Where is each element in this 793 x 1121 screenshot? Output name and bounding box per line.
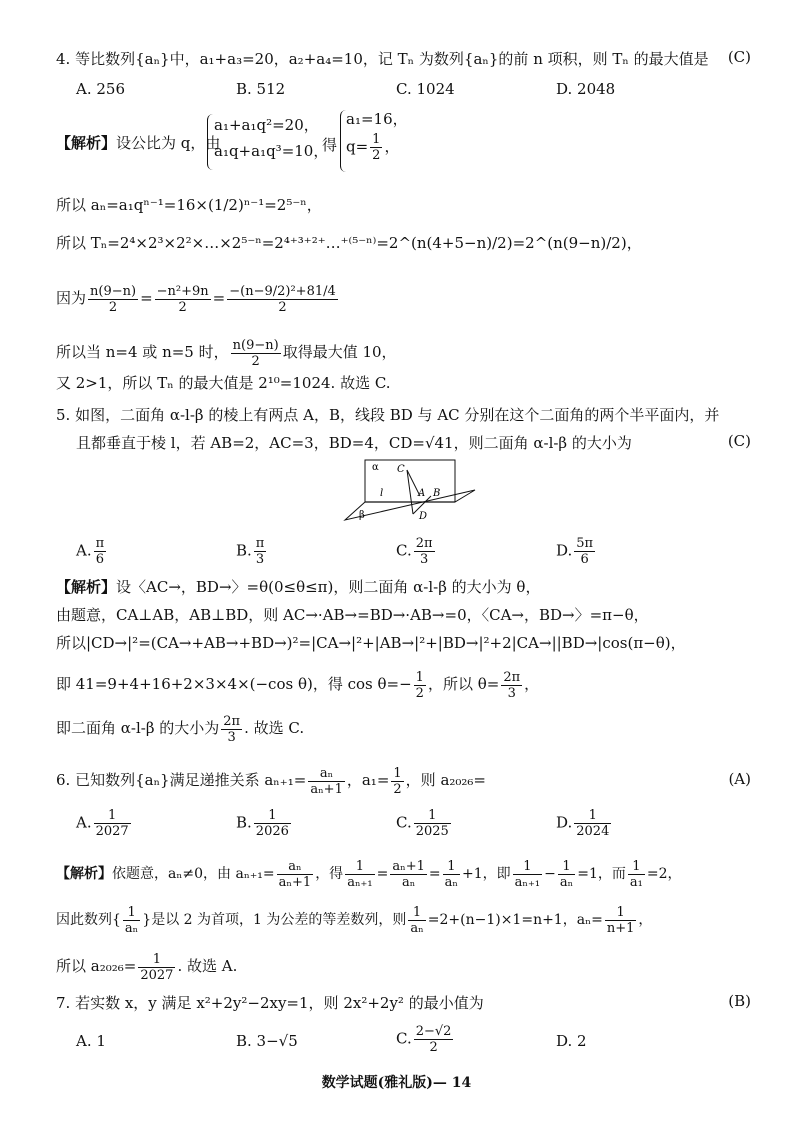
q4-solution-line1: 【解析】设公比为 q，由: [56, 134, 221, 152]
q7-answer: (B): [728, 992, 751, 1010]
q6-option-d: D. $\frac{1}{2024}$: [556, 808, 610, 839]
q5-stem-line2: 且都垂直于棱 l，若 AB=2，AC=3，BD=4，CD=√41，则二面角 α-l-β 的大小为: [76, 434, 632, 452]
q4-stem: 4. 等比数列{aₙ}中，a₁+a₃=20，a₂+a₄=10，记 Tₙ 为数列{aₙ}的前 n 项积，则 Tₙ 的最大值是: [56, 50, 709, 68]
q6-option-c: C. $\frac{1}{2025}$: [396, 808, 449, 839]
q5-solution-line1: 【解析】设〈AC→，BD→〉=θ(0≤θ≤π)，则二面角 α-l-β 的大小为 θ，: [56, 578, 541, 596]
fraction: $\frac{1}{2026}$: [255, 808, 289, 839]
label-d: D: [419, 511, 428, 522]
q5-option-d: D. $\frac{5\pi}{6}$: [556, 536, 594, 567]
q6-option-b: B. $\frac{1}{2026}$: [236, 808, 289, 839]
q4-solution-line6: 又 2>1，所以 Tₙ 的最大值是 2¹⁰=1024. 故选 C.: [56, 374, 391, 392]
label-b: B: [433, 488, 441, 499]
q7-option-d: D. 2: [556, 1032, 587, 1050]
fraction: $\frac{n(9-n)}{2}$: [90, 283, 137, 315]
fraction: $\frac{2-√2}{2}$: [415, 1024, 452, 1055]
q5-stem-line1: 5. 如图，二面角 α-l-β 的棱上有两点 A，B，线段 BD 与 AC 分别在这个二面角的两个半平面内，并: [56, 406, 720, 424]
fraction: $\frac{2\pi}{3}$: [223, 713, 241, 745]
q7-stem: 7. 若实数 x，y 满足 x²+2y²−2xy=1，则 2x²+2y² 的最小值为: [56, 994, 484, 1012]
fraction: $\frac{1}{\text{aₙ}}$: [410, 904, 424, 936]
fraction: $\frac{1}{2027}$: [140, 951, 174, 983]
q6-solution-line1: 【解析】依题意，aₙ≠0，由 aₙ₊₁= $\frac{\text{aₙ}}{\text{aₙ+1}}$ ，得 $\frac{1}{\text{aₙ₊₁}}$ = $\frac{\text{aₙ+1}}{\text{aₙ}}$ = $\frac{1}{\text{aₙ}}$ +1，即 $\frac{1}{\text{aₙ₊₁}}$ − $\frac{1}{\text{aₙ}}$ =1，而 $\frac{1}{\text{a₁}}$ =2，: [56, 858, 682, 890]
fraction: $\frac{5\pi}{6}$: [576, 536, 594, 567]
solution-tag: 【解析】: [56, 134, 117, 152]
fraction: $\frac{1}{\text{aₙ₊₁}}$: [514, 858, 541, 890]
fraction: $\frac{1}{2}$: [372, 132, 381, 163]
q4-system-1: a₁+a₁q²=20， a₁q+a₁q³=10，: [214, 116, 329, 160]
fraction: $\frac{1}{2027}$: [95, 808, 129, 839]
fraction: $\frac{1}{\text{aₙ}}$: [444, 858, 459, 890]
q6-answer: (A): [728, 770, 751, 788]
fraction: $\frac{\text{−(n−9/2)²+81/4}}{2}$: [229, 283, 336, 315]
q4-solution-line5: 所以当 n=4 或 n=5 时， $\frac{n(9-n)}{2}$ 取得最大值 10，: [56, 337, 397, 369]
dihedral-angle-figure: [335, 456, 485, 526]
fraction: $\frac{\text{aₙ}}{\text{aₙ+1}}$: [310, 765, 343, 797]
label-beta: β: [359, 510, 365, 521]
q6-solution-line2: 因此数列{ $\frac{1}{\text{aₙ}}$ }是以 2 为首项，1 为公差的等差数列，则 $\frac{1}{\text{aₙ}}$ =2+(n−1)×1=n+1，aₙ= $\frac{1}{n+1}$ ，: [56, 904, 653, 936]
fraction: $\frac{1}{2025}$: [415, 808, 449, 839]
q4-solution-line3: 所以 Tₙ=2⁴×2³×2²×…×2⁵⁻ⁿ=2⁴⁺³⁺²⁺…⁺⁽⁵⁻ⁿ⁾=2^(n(4+5−n)/2)=2^(n(9−n)/2)，: [56, 234, 642, 252]
q7-option-b: B. 3−√5: [236, 1032, 298, 1050]
fraction: $\frac{1}{\text{a₁}}$: [629, 858, 643, 890]
q4-answer: (C): [727, 48, 751, 66]
fraction: $\frac{\text{aₙ+1}}{\text{aₙ}}$: [392, 858, 425, 890]
label-l: l: [380, 488, 384, 499]
q5-option-a: A. $\frac{\pi}{6}$: [76, 536, 105, 567]
q5-option-b: B. $\frac{\pi}{3}$: [236, 536, 265, 567]
fraction: $\frac{1}{2}$: [415, 669, 424, 701]
q4-solution-line2: 所以 aₙ=a₁qⁿ⁻¹=16×(1/2)ⁿ⁻¹=2⁵⁻ⁿ，: [56, 196, 322, 214]
fraction: $\frac{\pi}{3}$: [255, 536, 265, 567]
system-brace: [207, 114, 214, 170]
fraction: $\frac{1}{\text{aₙ}}$: [559, 858, 574, 890]
q4-option-d: D. 2048: [556, 80, 616, 98]
q4-solution-get: 得: [322, 136, 338, 154]
label-c: C: [397, 464, 405, 475]
q5-solution-line2: 由题意，CA⊥AB，AB⊥BD，则 AC→·AB→=BD→·AB→=0，〈CA→，BD→〉=π−θ，: [56, 606, 649, 624]
fraction: $\frac{1}{2024}$: [576, 808, 610, 839]
q4-solution-line4: 因为 $\frac{n(9-n)}{2}$ = $\frac{\text{−n²+9n}}{2}$ = $\frac{\text{−(n−9/2)²+81/4}}{2}$: [56, 283, 336, 315]
label-a: A: [418, 488, 426, 499]
q7-option-a: A. 1: [76, 1032, 106, 1050]
fraction: $\frac{\pi}{6}$: [95, 536, 105, 567]
fraction: $\frac{2\pi}{3}$: [503, 669, 521, 701]
fraction: $\frac{1}{\text{aₙ}}$: [124, 904, 139, 936]
q4-option-a: A. 256: [76, 80, 125, 98]
q6-stem: 6. 已知数列{aₙ}满足递推关系 aₙ₊₁= $\frac{\text{aₙ}}{\text{aₙ+1}}$ ，a₁= $\frac{1}{2}$ ，则 a₂₀₂₆=: [56, 765, 487, 797]
solution-tag: 【解析】: [56, 866, 112, 882]
q4-option-c: C. 1024: [396, 80, 455, 98]
q5-solution-line4: 即 41=9+4+16+2×3×4×(−cos θ)，得 cos θ=− $\frac{1}{2}$ ，所以 θ= $\frac{2\pi}{3}$ ，: [56, 669, 540, 701]
solution-tag: 【解析】: [56, 578, 117, 596]
page-footer: 数学试题(雅礼版)— 14: [321, 1075, 472, 1091]
q6-option-a: A. $\frac{1}{2027}$: [76, 808, 129, 839]
q4-system-2: a₁=16， q= $\frac{1}{2}$ ，: [346, 110, 408, 163]
q4-option-b: B. 512: [236, 80, 286, 98]
fraction: $\frac{2\pi}{3}$: [415, 536, 433, 567]
fraction: $\frac{1}{n+1}$: [606, 904, 635, 936]
label-alpha: α: [372, 462, 379, 473]
fraction: $\frac{\text{−n²+9n}}{2}$: [156, 283, 209, 315]
fraction: $\frac{\text{aₙ}}{\text{aₙ+1}}$: [278, 858, 312, 890]
q5-solution-line5: 即二面角 α-l-β 的大小为 $\frac{2\pi}{3}$ . 故选 C.: [56, 713, 305, 745]
q5-solution-line3: 所以|CD→|²=(CA→+AB→+BD→)²=|CA→|²+|AB→|²+|BD→|²+2|CA→||BD→|cos(π−θ)，: [56, 634, 686, 652]
q7-option-c: C. $\frac{2-√2}{2}$: [396, 1024, 452, 1055]
q6-solution-line3: 所以 a₂₀₂₆= $\frac{1}{2027}$ . 故选 A.: [56, 951, 238, 983]
q5-answer: (C): [727, 432, 751, 450]
fraction: $\frac{1}{2}$: [393, 765, 402, 797]
fraction: $\frac{n(9-n)}{2}$: [232, 337, 279, 369]
q5-option-c: C. $\frac{2\pi}{3}$: [396, 536, 433, 567]
fraction: $\frac{1}{\text{aₙ₊₁}}$: [347, 858, 373, 890]
